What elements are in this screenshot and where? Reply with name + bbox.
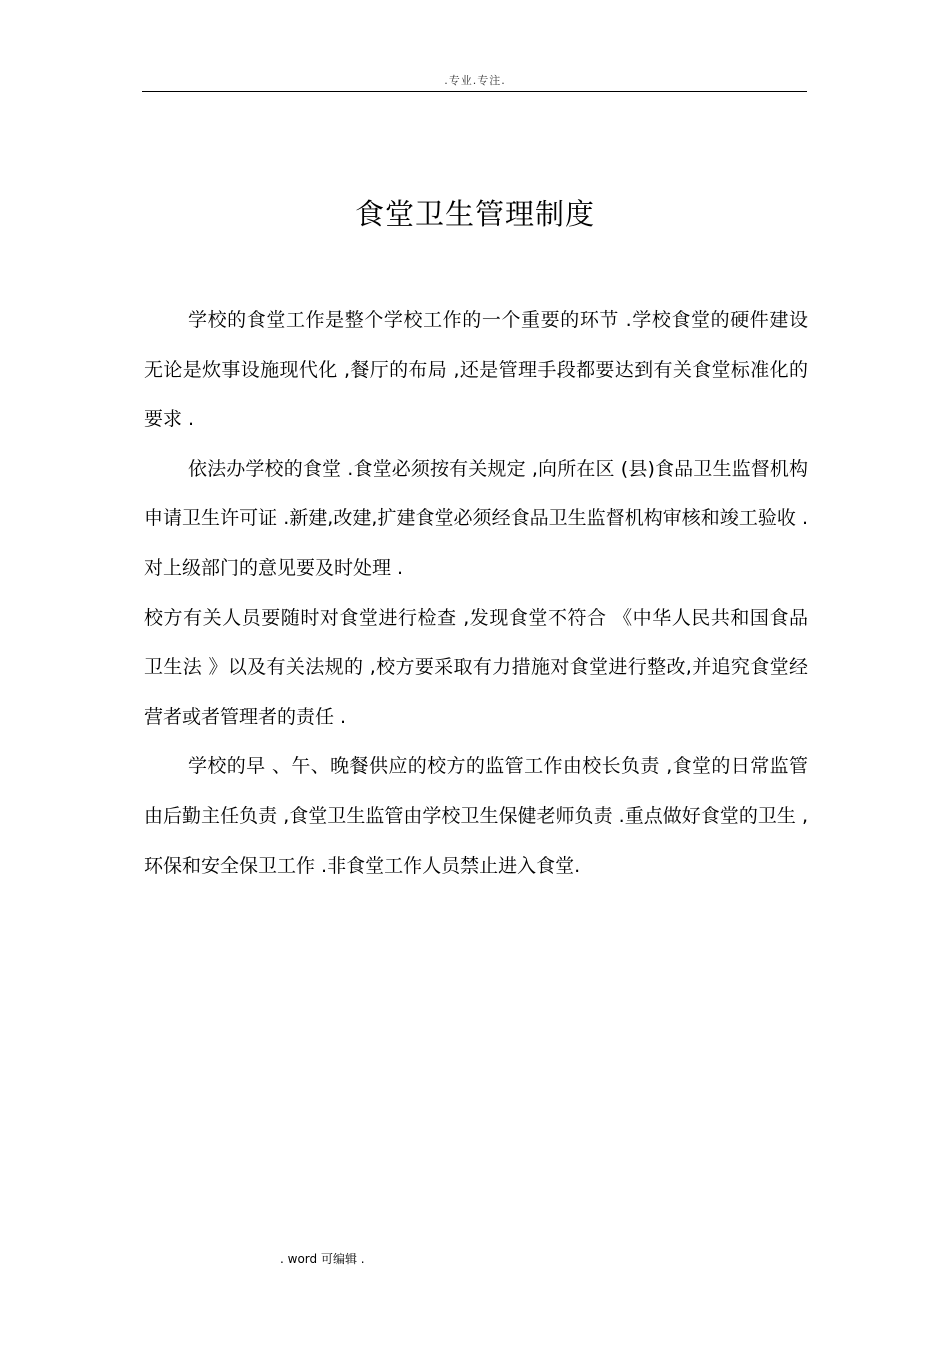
page-footer-text: . word 可编辑 . bbox=[280, 1252, 365, 1266]
paragraph-3: 校方有关人员要随时对食堂进行检查 ,发现食堂不符合 《中华人民共和国食品卫生法 》以及有关法规的 ,校方要采取有力措施对食堂进行整改,并追究食堂经营者或者管理者的责任 . bbox=[144, 606, 808, 728]
paragraph-4: 学校的早 、午、晚餐供应的校方的监管工作由校长负责 ,食堂的日常监管由后勤主任负责 ,食堂卫生监管由学校卫生保健老师负责 .重点做好食堂的卫生 ,环保和安全保卫工作 .非食堂工作人员禁止进入食堂. bbox=[144, 755, 808, 877]
header-divider bbox=[142, 91, 807, 92]
document-title: 食堂卫生管理制度 bbox=[354, 197, 595, 231]
paragraph-1: 学校的食堂工作是整个学校工作的一个重要的环节 .学校食堂的硬件建设无论是炊事设施现代化 ,餐厅的布局 ,还是管理手段都要达到有关食堂标准化的要求 . bbox=[144, 309, 808, 431]
document-body bbox=[144, 296, 808, 891]
paragraph-2: 依法办学校的食堂 .食堂必须按有关规定 ,向所在区 (县)食品卫生监督机构申请卫生许可证 .新建,改建,扩建食堂必须经食品卫生监督机构审核和竣工验收 .对上级部门的意见要及时处理 . bbox=[144, 457, 808, 579]
page-header-text: .专业.专注. bbox=[444, 74, 506, 87]
